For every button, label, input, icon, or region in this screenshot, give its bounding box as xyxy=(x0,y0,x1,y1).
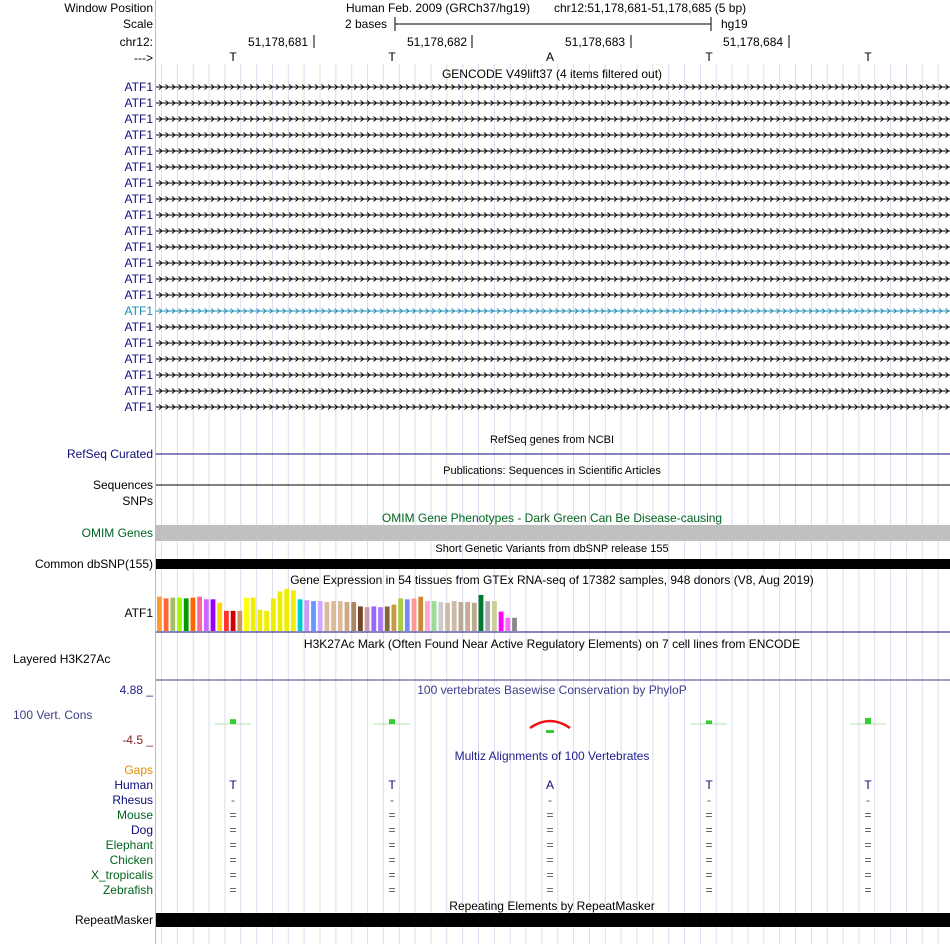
species-label[interactable]: Mouse xyxy=(116,808,153,822)
coord-ticks xyxy=(314,35,789,48)
alignment-cell: = xyxy=(546,883,554,897)
gtex-tissue-bar[interactable] xyxy=(311,601,316,631)
alignment-cell: = xyxy=(705,823,713,837)
gtex-tissue-bar[interactable] xyxy=(405,599,410,631)
db-text: hg19 xyxy=(721,17,748,31)
conservation-track-title[interactable]: 100 vertebrates Basewise Conservation by PhyloP xyxy=(417,683,687,697)
alignment-cell: = xyxy=(388,838,396,852)
gencode-item-label[interactable]: ATF1 xyxy=(124,320,153,334)
gtex-tissue-bar[interactable] xyxy=(485,601,490,631)
gtex-tissue-bar[interactable] xyxy=(358,606,363,631)
gtex-tissue-bar[interactable] xyxy=(459,602,464,631)
dbsnp-track-title[interactable]: Short Genetic Variants from dbSNP release 155 xyxy=(435,543,669,555)
alignment-cell: = xyxy=(388,808,396,822)
alignment-cell: - xyxy=(390,793,394,807)
publications-track-title[interactable]: Publications: Sequences in Scientific Articles xyxy=(443,465,661,477)
assembly-title: Human Feb. 2009 (GRCh37/hg19) xyxy=(346,1,531,15)
coord-label: 51,178,682 xyxy=(407,35,468,49)
h3k27ac-label[interactable]: Layered H3K27Ac xyxy=(13,652,111,666)
gencode-item-label[interactable]: ATF1 xyxy=(124,256,153,270)
repeatmasker-label[interactable]: RepeatMasker xyxy=(74,913,153,927)
gtex-tissue-bar[interactable] xyxy=(237,611,242,631)
gaps-label[interactable]: Gaps xyxy=(124,763,153,777)
alignment-cell: = xyxy=(705,853,713,867)
alignment-cell: = xyxy=(546,823,554,837)
refseq-curated-label[interactable]: RefSeq Curated xyxy=(66,447,153,461)
gtex-tissue-bar[interactable] xyxy=(177,598,182,631)
alignment-cell: - xyxy=(707,793,711,807)
gtex-tissue-bar[interactable] xyxy=(191,598,196,631)
gtex-tissue-bar[interactable] xyxy=(304,600,309,631)
cons-score-mark[interactable] xyxy=(230,719,236,724)
gtex-tissue-bar[interactable] xyxy=(345,602,350,631)
gencode-item-label[interactable]: ATF1 xyxy=(124,336,153,350)
coord-label: 51,178,683 xyxy=(565,35,626,49)
alignment-cell: - xyxy=(231,793,235,807)
omim-genes-bar[interactable] xyxy=(156,525,950,541)
scale-label: Scale xyxy=(122,17,153,31)
coord-label: 51,178,681 xyxy=(248,35,309,49)
alignment-cell: = xyxy=(546,838,554,852)
base-letter: T xyxy=(705,50,713,64)
alignment-cell: = xyxy=(864,838,872,852)
alignment-cell: = xyxy=(864,823,872,837)
alignment-cell: = xyxy=(546,853,554,867)
gtex-tissue-bar[interactable] xyxy=(278,591,283,631)
alignment-cell: T xyxy=(388,778,396,792)
gtex-tissue-bar[interactable] xyxy=(284,589,289,631)
gtex-tissue-bar[interactable] xyxy=(318,601,323,631)
gtex-tissue-bar[interactable] xyxy=(432,601,437,631)
gencode-item-label[interactable]: ATF1 xyxy=(124,96,153,110)
gtex-gene-label[interactable]: ATF1 xyxy=(124,606,153,620)
gtex-tissue-bar[interactable] xyxy=(264,611,269,631)
gtex-tissue-bar[interactable] xyxy=(164,598,169,631)
gencode-item-label[interactable]: ATF1 xyxy=(124,352,153,366)
strand-label: ---> xyxy=(134,51,153,65)
alignment-cell: A xyxy=(545,778,555,792)
cons-min-label: -4.5 _ xyxy=(122,733,153,747)
alignment-cell: = xyxy=(229,823,237,837)
alignment-cell: = xyxy=(229,883,237,897)
gtex-tissue-bar[interactable] xyxy=(291,591,296,632)
gtex-tissue-bar[interactable] xyxy=(445,603,450,631)
scale-text: 2 bases xyxy=(345,17,388,31)
gtex-tissue-bar[interactable] xyxy=(365,607,370,631)
gtex-tissue-bar[interactable] xyxy=(211,599,216,631)
gtex-tissue-bar[interactable] xyxy=(505,618,510,631)
alignment-cell: T xyxy=(229,778,237,792)
gencode-item-label[interactable]: ATF1 xyxy=(124,272,153,286)
alignment-cell: = xyxy=(229,838,237,852)
alignment-cell: = xyxy=(546,808,554,822)
gtex-tissue-bar[interactable] xyxy=(398,598,403,631)
gtex-tissue-bar[interactable] xyxy=(351,602,356,631)
base-letter: T xyxy=(388,50,396,64)
gtex-tissue-bar[interactable] xyxy=(231,611,236,631)
gtex-tissue-bar[interactable] xyxy=(378,607,383,631)
sequences-label[interactable]: Sequences xyxy=(92,478,153,492)
gtex-tissue-bar[interactable] xyxy=(479,595,484,631)
position-text: chr12:51,178,681-51,178,685 (5 bp) xyxy=(554,1,747,15)
alignment-cell: T xyxy=(705,778,713,792)
alignment-cell: = xyxy=(705,808,713,822)
cons-score-mark[interactable] xyxy=(865,718,871,724)
gencode-item-label[interactable]: ATF1 xyxy=(124,368,153,382)
alignment-cell: T xyxy=(864,778,872,792)
gencode-item-label[interactable]: ATF1 xyxy=(124,240,153,254)
repeatmasker-bar[interactable] xyxy=(156,913,950,927)
gtex-tissue-bar[interactable] xyxy=(425,601,430,631)
alignment-cell: = xyxy=(388,883,396,897)
gtex-tissue-bar[interactable] xyxy=(438,602,443,631)
gtex-tissue-bar[interactable] xyxy=(412,598,417,631)
chrom-label: chr12: xyxy=(119,35,153,49)
gtex-tissue-bar[interactable] xyxy=(452,601,457,631)
base-letter: A xyxy=(545,50,555,64)
gtex-tissue-bar[interactable] xyxy=(170,598,175,631)
gencode-item-label[interactable]: ATF1 xyxy=(124,80,153,94)
gtex-tissue-bar[interactable] xyxy=(204,599,209,631)
gtex-tissue-bar[interactable] xyxy=(418,597,423,631)
species-label[interactable]: Human xyxy=(114,778,153,792)
cons-score-mark[interactable] xyxy=(389,719,395,724)
snps-label[interactable]: SNPs xyxy=(122,494,153,508)
species-label[interactable]: X_tropicalis xyxy=(90,868,153,882)
alignment-cell: = xyxy=(388,868,396,882)
species-label[interactable]: Zebrafish xyxy=(102,883,153,897)
gtex-tissue-bar[interactable] xyxy=(512,618,517,631)
alignment-cell: = xyxy=(229,808,237,822)
gencode-item-label[interactable]: ATF1 xyxy=(124,400,153,414)
species-label[interactable]: Dog xyxy=(130,823,153,837)
gtex-track-title[interactable]: Gene Expression in 54 tissues from GTEx RNA-seq of 17382 samples, 948 donors (V8, Aug 2019) xyxy=(290,573,814,587)
gencode-item-label[interactable]: ATF1 xyxy=(124,224,153,238)
gtex-tissue-bar[interactable] xyxy=(157,597,162,631)
refseq-track-title[interactable]: RefSeq genes from NCBI xyxy=(489,434,615,446)
gtex-tissue-bar[interactable] xyxy=(298,599,303,631)
alignment-cell: = xyxy=(864,808,872,822)
alignment-cell: = xyxy=(864,868,872,882)
gtex-tissue-bar[interactable] xyxy=(392,605,397,631)
alignment-cell: = xyxy=(229,868,237,882)
gencode-item-label[interactable]: ATF1 xyxy=(124,160,153,174)
gencode-item-label[interactable]: ATF1 xyxy=(124,288,153,302)
gencode-item-label[interactable]: ATF1 xyxy=(124,304,153,318)
gtex-tissue-bar[interactable] xyxy=(338,601,343,631)
gencode-item-label[interactable]: ATF1 xyxy=(124,192,153,206)
repeatmasker-track-title[interactable]: Repeating Elements by RepeatMasker xyxy=(449,899,655,913)
gtex-tissue-bar[interactable] xyxy=(385,606,390,631)
dbsnp-label[interactable]: Common dbSNP(155) xyxy=(34,557,153,571)
scale-bar xyxy=(395,17,711,31)
gtex-tissue-bar[interactable] xyxy=(331,601,336,631)
gtex-tissue-bar[interactable] xyxy=(371,606,376,631)
coord-label: 51,178,684 xyxy=(723,35,784,49)
gtex-tissue-bar[interactable] xyxy=(465,602,470,631)
omim-genes-label[interactable]: OMIM Genes xyxy=(81,526,153,540)
alignment-cell: = xyxy=(864,853,872,867)
species-label[interactable]: Elephant xyxy=(105,838,153,852)
gtex-tissue-bar[interactable] xyxy=(325,602,330,631)
alignment-cell: = xyxy=(388,823,396,837)
gtex-tissue-bar[interactable] xyxy=(217,603,222,631)
cons-max-label: 4.88 _ xyxy=(119,683,153,697)
gencode-item-label[interactable]: ATF1 xyxy=(124,384,153,398)
dbsnp-bar[interactable] xyxy=(156,559,950,569)
gtex-tissue-bar[interactable] xyxy=(472,603,477,631)
alignment-cell: = xyxy=(705,868,713,882)
gtex-tissue-bar[interactable] xyxy=(258,610,263,631)
h3k27ac-track-title[interactable]: H3K27Ac Mark (Often Found Near Active Regulatory Elements) on 7 cell lines from ENCODE xyxy=(303,637,801,651)
gencode-item-label[interactable]: ATF1 xyxy=(124,144,153,158)
species-label[interactable]: Rhesus xyxy=(112,793,153,807)
species-label[interactable]: Chicken xyxy=(109,853,153,867)
gencode-track-title[interactable]: GENCODE V49lift37 (4 items filtered out) xyxy=(441,67,663,81)
alignment-cell: = xyxy=(705,838,713,852)
cons-score-mark[interactable] xyxy=(546,730,554,733)
omim-track-title[interactable]: OMIM Gene Phenotypes - Dark Green Can Be Disease-causing xyxy=(381,511,723,525)
gtex-tissue-bar[interactable] xyxy=(197,597,202,631)
alignment-cell: - xyxy=(866,793,870,807)
base-letter: T xyxy=(229,50,237,64)
alignment-cell: - xyxy=(548,793,552,807)
base-letter: T xyxy=(864,50,872,64)
gtex-tissue-bar[interactable] xyxy=(499,612,504,631)
alignment-cell: = xyxy=(546,868,554,882)
alignment-cell: = xyxy=(229,853,237,867)
multiz-track-title[interactable]: Multiz Alignments of 100 Vertebrates xyxy=(454,749,650,763)
gencode-item-label[interactable]: ATF1 xyxy=(124,112,153,126)
alignment-cell: = xyxy=(705,883,713,897)
gtex-tissue-bar[interactable] xyxy=(184,598,189,631)
gtex-tissue-bar[interactable] xyxy=(244,598,249,631)
gtex-tissue-bar[interactable] xyxy=(492,601,497,631)
gencode-item-label[interactable]: ATF1 xyxy=(124,208,153,222)
gtex-tissue-bar[interactable] xyxy=(251,598,256,631)
conservation-marks[interactable] xyxy=(215,718,886,733)
gencode-transcripts[interactable] xyxy=(156,85,950,410)
cons-negative-mark[interactable] xyxy=(530,721,570,728)
window-position-label: Window Position xyxy=(64,1,153,15)
cons-score-mark[interactable] xyxy=(706,720,712,724)
cons-label[interactable]: 100 Vert. Cons xyxy=(13,708,93,722)
alignment-cell: = xyxy=(864,883,872,897)
gencode-item-label[interactable]: ATF1 xyxy=(124,176,153,190)
gtex-tissue-bar[interactable] xyxy=(271,598,276,631)
gencode-item-label[interactable]: ATF1 xyxy=(124,128,153,142)
gtex-tissue-bar[interactable] xyxy=(224,611,229,631)
alignment-cell: = xyxy=(388,853,396,867)
